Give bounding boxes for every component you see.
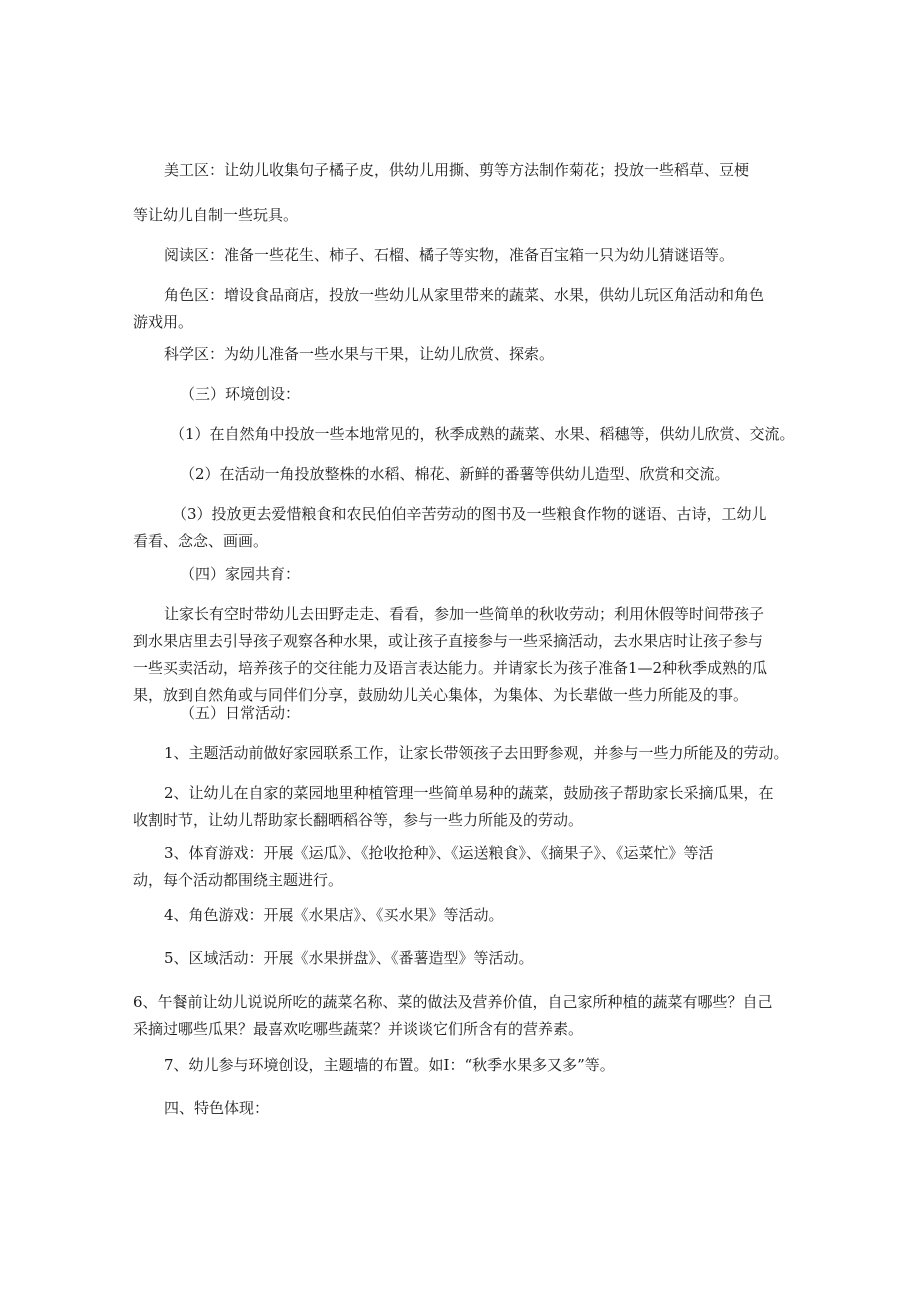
paragraph-env-item-2: [180, 461, 730, 488]
text-line: 一些买卖活动，培养孩子的交往能力及语言表达能力。并请家长为孩子准备1—2种秋季成熟的瓜: [133, 659, 768, 677]
text-line: 4、角色游戏：开展《水果店》、《买水果》等活动。: [164, 906, 504, 924]
heading-text: （五）日常活动：: [180, 704, 301, 722]
section-heading-features: [164, 1095, 269, 1122]
text-line: 7、幼儿参与环境创设，主题墙的布置。如I：“秋季水果多又多”等。: [164, 1056, 615, 1074]
text-line: （2）在活动一角投放整株的水稻、棉花、新鲜的番薯等供幼儿造型、欣赏和交流。: [180, 465, 730, 483]
list-item-7: [164, 1052, 615, 1079]
heading-text: 四、特色体现：: [164, 1099, 270, 1117]
paragraph-env-item-1: [170, 421, 795, 448]
paragraph-home-school: [0, 601, 767, 709]
list-item-1: [164, 740, 789, 767]
text-line: 2、让幼儿在自家的菜园地里种植管理一些简单易种的蔬菜，鼓励孩子帮助家长采摘瓜果，在: [164, 784, 774, 802]
text-line: 游戏用。: [133, 313, 194, 331]
list-item-2: [0, 780, 774, 834]
section-heading-home-school: [180, 561, 300, 588]
text-line: 美工区：让幼儿收集句子橘子皮，供幼儿用撕、剪等方法制作菊花；投放一些稻草、豆梗: [164, 161, 750, 179]
text-line: 采摘过哪些瓜果？最喜欢吃哪些蔬菜？并谈谈它们所含有的营养素。: [133, 1020, 584, 1038]
list-item-3: [0, 840, 714, 894]
list-item-4: [164, 902, 504, 929]
text-line: 5、区域活动：开展《水果拼盘》、《番薯造型》等活动。: [164, 949, 534, 967]
text-line: 果，放到自然角或与同伴们分享，鼓励幼儿关心集体，为集体、为长辈做一些力所能及的事。: [133, 686, 749, 704]
text-line: 让家长有空时带幼儿去田野走走、看看，参加一些简单的秋收劳动；利用休假等时间带孩子: [164, 605, 765, 623]
paragraph-role-area: [0, 282, 764, 336]
text-line: 1、主题活动前做好家园联系工作，让家长带领孩子去田野参观，并参与一些力所能及的劳动。: [164, 744, 789, 762]
text-line: 看看、念念、画画。: [133, 532, 269, 550]
section-heading-daily-activities: [180, 700, 300, 727]
list-item-6: [133, 989, 773, 1043]
paragraph-science-area: [164, 341, 554, 368]
section-heading-environment: [180, 381, 300, 408]
text-line: 3、体育游戏：开展《运瓜》、《抢收抢种》、《运送粮食》、《摘果子》、《运菜忙》等活: [164, 844, 714, 862]
text-line: （1）在自然角中投放一些本地常见的，秋季成熟的蔬菜、水果、稻穗等，供幼儿欣赏、交流。: [170, 425, 795, 443]
text-line: （3）投放更去爱惜粮食和农民伯伯辛苦劳动的图书及一些粮食作物的谜语、古诗，工幼儿: [172, 505, 767, 523]
text-line: 等让幼儿自制一些玩具。: [133, 206, 299, 224]
list-item-5: [164, 945, 534, 972]
paragraph-env-item-3: [0, 501, 767, 555]
text-line: 角色区：增设食品商店，投放一些幼儿从家里带来的蔬菜、水果，供幼儿玩区角活动和角色: [164, 286, 765, 304]
text-line: 到水果店里去引导孩子观察各种水果，或让孩子直接参与一些采摘活动，去水果店时让孩子参与: [133, 632, 764, 650]
text-line: 6、午餐前让幼儿说说所吃的蔬菜名称、菜的做法及营养价值，自己家所种植的蔬菜有哪些？自己: [133, 993, 773, 1011]
paragraph-reading-area: [164, 242, 734, 269]
text-line: 阅读区：准备一些花生、柿子、石榴、橘子等实物，准备百宝箱一只为幼儿猜谜语等。: [164, 246, 735, 264]
text-line: 动，每个活动都围绕主题进行。: [133, 871, 344, 889]
heading-text: （四）家园共育：: [180, 565, 301, 583]
heading-text: （三）环境创设：: [180, 385, 301, 403]
text-line: 科学区：为幼儿准备一些水果与干果，让幼儿欣赏、探索。: [164, 345, 555, 363]
text-line: 收割时节，让幼儿帮助家长翻晒稻谷等，参与一些力所能及的劳动。: [133, 811, 584, 829]
paragraph-art-area: [0, 157, 749, 229]
